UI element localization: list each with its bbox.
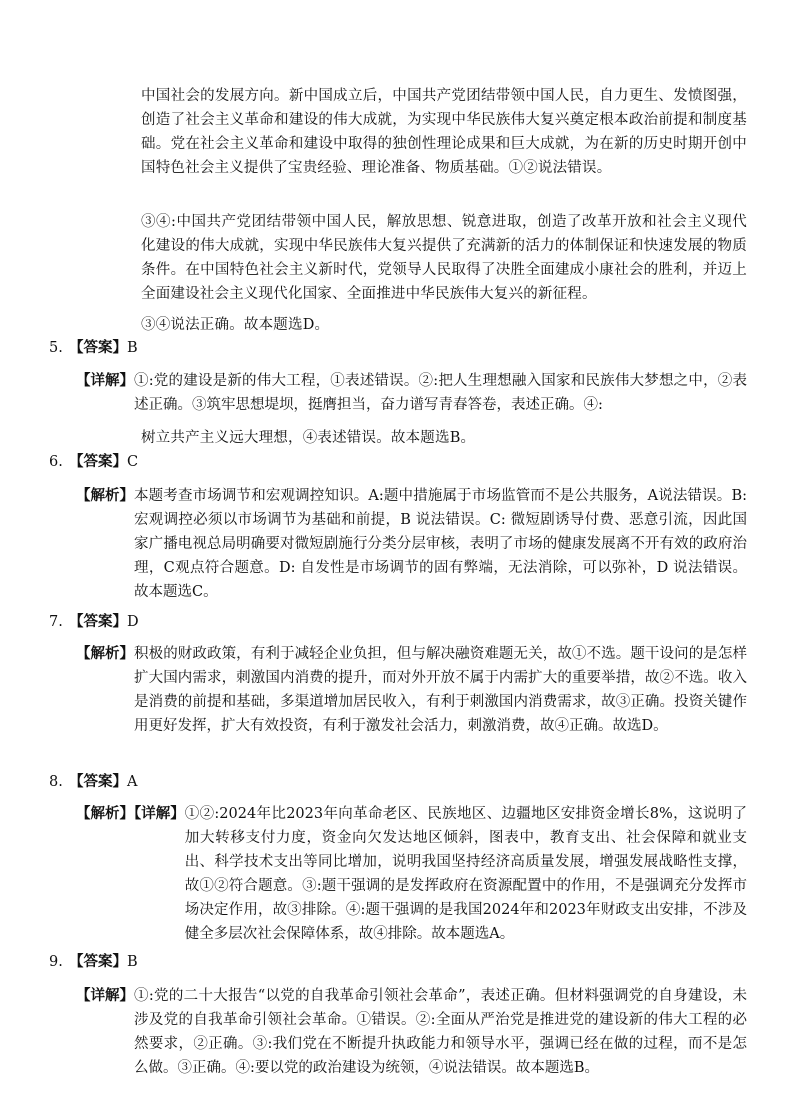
continuation-paragraph-2: ③④:中国共产党团结带领中国人民，解放思想、锐意进取，创造了改革开放和社会主义现代化建设的伟大成就，实现中华民族伟大复兴提供了充满新的活力的体制保证和快速发展的物质条件。在中国特色社会主义新时代，党领导人民取得了决胜全面建成小康社会的胜利，并迈上全面建设社会主义现代化国家、全面推进中华民族伟大复兴的新征程。 [141,214,747,302]
question-number: 9. [49,954,63,970]
analysis-label: 【解析】 [76,645,134,662]
detail-text: ①:党的二十大报告“以党的自我革命引领社会革命”，表述正确。但材料强调党的自身建设，未涉及党的自我革命引领社会革命。①错误。②:全面从严治党是推进党的建设新的伟大工程的必然要求，②正确。③:我们党在不断提升执政能力和领导水平，强调已经在做的过程，而不是怎么做。③正确。④:要以党的政治建设为统领，④说法错误。故本题选B。 [134,988,747,1076]
analysis-label: 【解析】 [76,487,134,504]
analysis-text: ①②:2024年比2023年向革命老区、民族地区、边疆地区安排资金增长8%，这说明了加大转移支付力度，资金向欠发达地区倾斜，图表中，教育支出、社会保障和就业支出、科学技术支出等同比增加，说明我国坚持经济高质量发展，增强发展战略性支撑，故①②符合题意。③:题干强调的是发挥政府在资源配置中的作用，不是强调充分发挥市场决定作用，故③排除。④:题干强调的是我国2024年和2023年财政支出安排，不涉及健全多层次社会保障体系，故④排除。故本题选A。 [184,806,747,942]
detail-text: ①:党的建设是新的伟大工程，①表述错误。②:把人生理想融入国家和民族伟大梦想之中，②表述正确。③筑牢思想堤坝，挺膺担当，奋力谱写青春答卷，表述正确。④: [134,373,747,413]
question-5-detail [76,369,747,417]
analysis-text: 本题考查市场调节和宏观调控知识。A:题中措施属于市场监管而不是公共服务，A说法错误。B: 宏观调控必须以市场调节为基础和前提，B 说法错误。C: 微短剧诱导付费、恶意引流，因此国家广播电视总局明确要对微短剧施行分类分层审核，表明了市场的健康发展离不开有效的政府治理，C观点符合题意。D: 自发性是市场调节的固有弊端，无法消除，可以弥补，D 说法错误。故本题选C。 [134,488,747,600]
answer-value: D [127,614,139,630]
question-8-analysis [76,802,747,946]
question-5-answer [49,336,138,360]
question-7-analysis [76,642,747,738]
answer-label: 【答案】 [69,773,127,790]
answer-value: B [127,340,138,356]
continuation-paragraph-1: 中国社会的发展方向。新中国成立后，中国共产党团结带领中国人民，自力更生、发愤图强，创造了社会主义革命和建设的伟大成就，为实现中华民族伟大复兴奠定根本政治前提和制度基础。党在社会主义革命和建设中取得的独创性理论成果和巨大成就，为在新的历史时期开创中国特色社会主义提供了宝贵经验、理论准备、物质基础。①②说法错误。 [141,88,747,176]
question-number: 5. [49,340,63,356]
question-number: 8. [49,774,63,790]
answer-label: 【答案】 [69,613,127,630]
answer-label: 【答案】 [69,339,127,356]
question-9-answer [49,950,138,974]
answer-value: C [127,454,139,470]
question-5-detail-continued: 树立共产主义远大理想，④表述错误。故本题选B。 [141,430,476,446]
question-number: 7. [49,614,63,630]
answer-label: 【答案】 [69,453,127,470]
answer-value: B [127,954,138,970]
question-8-answer [49,770,137,794]
question-6-analysis [76,484,747,604]
question-9-detail [76,984,747,1080]
detail-label: 【详解】 [76,372,134,389]
question-number: 6. [49,454,63,470]
question-6-answer [49,450,138,474]
analysis-label: 【解析】【详解】 [76,805,185,822]
analysis-text: 积极的财政政策，有利于减轻企业负担，但与解决融资难题无关，故①不选。题干设问的是怎样扩大国内需求，刺激国内消费的提升，而对外开放不属于内需扩大的重要举措，故②不选。收入是消费的前提和基础，多渠道增加居民收入，有利于刺激国内消费需求，故③正确。投资关键作用更好发挥，扩大有效投资，有利于激发社会活力，刺激消费，故④正确。故选D。 [134,646,747,734]
answer-label: 【答案】 [69,953,127,970]
continuation-paragraph-3: ③④说法正确。故本题选D。 [141,317,330,333]
detail-label: 【详解】 [76,987,134,1004]
question-7-answer [49,610,139,634]
answer-value: A [127,774,138,790]
